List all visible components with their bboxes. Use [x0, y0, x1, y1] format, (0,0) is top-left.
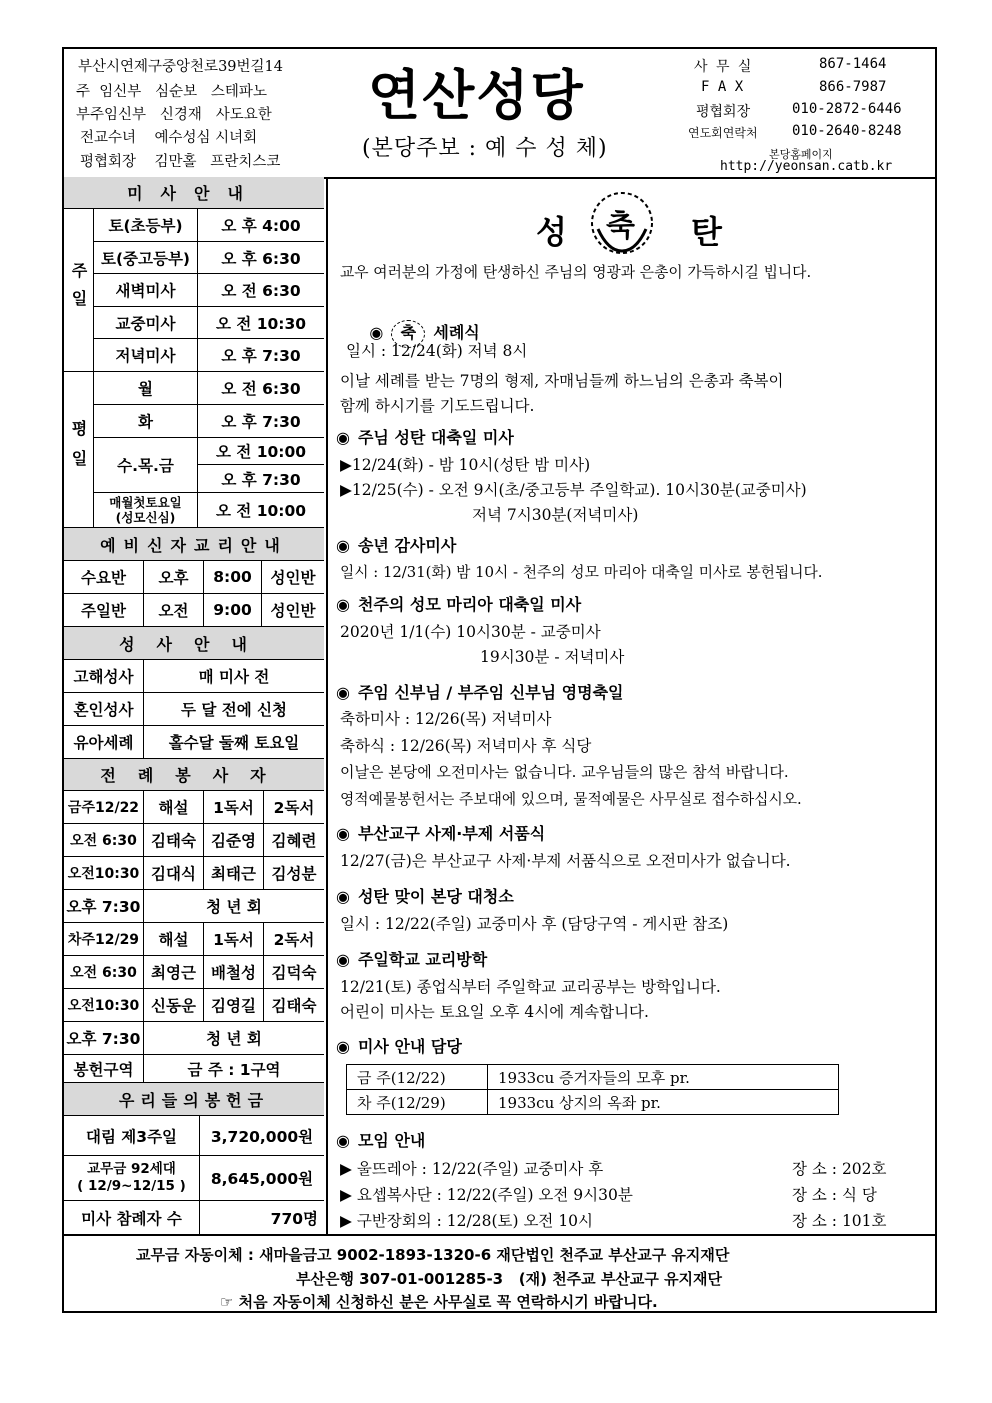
- mass-name: 저녁미사: [94, 339, 198, 371]
- liturgy-commentator: 김대식: [144, 857, 204, 889]
- liturgy-reader1: 1독서: [204, 923, 264, 955]
- cleaning-heading: ◉ 성탄 맞이 본당 대청소: [336, 887, 514, 906]
- sacrament-value: 홀수달 둘째 토요일: [168, 734, 300, 752]
- class-ampm: 오전: [144, 594, 204, 626]
- sacrament-value: 매 미사 전: [198, 668, 270, 686]
- liturgy-time: 오전 6:30: [64, 956, 144, 988]
- sunday-label: 주일: [64, 209, 94, 372]
- liturgy-heading: 전례봉사자: [64, 759, 324, 791]
- liturgy-reader1: 1독서: [204, 791, 264, 823]
- duty-week: 금 주(12/22): [347, 1065, 488, 1090]
- mass-duty-table: [346, 1064, 839, 1115]
- mary-feast-heading: ◉ 천주의 성모 마리아 대축일 미사: [336, 595, 582, 614]
- liturgy-row: [64, 956, 324, 989]
- sidebar: [64, 177, 328, 1234]
- catechumen-row: [64, 561, 324, 594]
- liturgy-time: 오후 7:30: [64, 1022, 144, 1054]
- baptism-heading: ◉ 축 세례식: [336, 301, 480, 367]
- meeting-place: 장 소 : 식 당: [792, 1186, 877, 1204]
- assistant-pastor: 부주임신부 신경재 사도요한: [76, 107, 272, 123]
- footer: [64, 1234, 935, 1313]
- bulletin-subtitle: (본당주보 : 예 수 성 체): [362, 136, 608, 161]
- meeting-line: ▶ 울뜨레아 : 12/22(주일) 교중미사 후: [340, 1160, 604, 1178]
- sacrament-name: 혼인성사: [64, 693, 144, 725]
- meeting-place: 장 소 : 202호: [792, 1160, 887, 1178]
- liturgy-row: [64, 1022, 324, 1055]
- liturgy-time: 오전10:30: [64, 989, 144, 1021]
- mass-row: [94, 438, 324, 493]
- baptism-text: 함께 하시기를 기도드립니다.: [340, 397, 535, 415]
- mass-name: 화: [94, 405, 198, 437]
- yearend-heading: ◉ 송년 감사미사: [336, 536, 457, 555]
- offering-row: [64, 1201, 324, 1234]
- christmas-mass-line: 저녁 7시30분(저녁미사): [472, 506, 639, 524]
- liturgy-group: 청 년 회: [206, 898, 262, 916]
- mass-time: 오 전 6:30: [221, 380, 301, 398]
- duty-row: [347, 1065, 839, 1090]
- council-president: 평협회장 김만홀 프란치스코: [80, 154, 281, 170]
- liturgy-reader1: 배철성: [204, 956, 264, 988]
- homepage-label: 본당홈페이지: [769, 148, 833, 161]
- office-label: 사 무 실: [694, 59, 752, 75]
- weekday-label: 평일: [64, 372, 94, 528]
- offering-area-value: 금 주 : 1구역: [187, 1060, 281, 1079]
- class-ampm: 오후: [144, 561, 204, 593]
- attendance-label: 미사 참례자 수: [64, 1201, 200, 1234]
- liturgy-time: 오후 7:30: [64, 890, 144, 922]
- cleaning-line: 일시 : 12/22(주일) 교중미사 후 (담당구역 - 게시판 참조): [340, 915, 729, 933]
- advent-offering-value: 3,720,000원: [210, 1127, 314, 1146]
- class-time: 8:00: [204, 561, 262, 593]
- attendance-value: 770명: [270, 1209, 318, 1228]
- offering-area-label: 봉헌구역: [64, 1055, 144, 1082]
- mass-name: 매월첫토요일 (성모신심): [94, 493, 198, 527]
- liturgy-time: 금주12/22: [64, 791, 144, 823]
- ordination-heading: ◉ 부산교구 사제·부제 서품식: [336, 824, 546, 843]
- bulletin-sheet: [62, 47, 937, 1313]
- catechumen-heading: 예비신자교리안내: [64, 528, 324, 561]
- sacrament-value: 두 달 전에 신청: [180, 701, 288, 719]
- mass-time: 오 후 7:30: [221, 347, 301, 365]
- mass-time: 오 후 6:30: [221, 249, 301, 268]
- sacrament-row: [64, 693, 324, 726]
- liturgy-group: 청 년 회: [206, 1030, 262, 1048]
- nameday-line: 축하식 : 12/26(목) 저녁미사 후 식당: [340, 737, 592, 755]
- class-time: 9:00: [204, 594, 262, 626]
- liturgy-reader1: 최태근: [204, 857, 264, 889]
- school-line: 어린이 미사는 토요일 오후 4시에 계속합니다.: [340, 1003, 649, 1021]
- sacrament-row: [64, 660, 324, 693]
- dues-label: 교무금 92세대 ( 12/9~12/15 ): [64, 1156, 200, 1200]
- meeting-line: ▶ 구반장회의 : 12/28(토) 오전 10시: [340, 1212, 594, 1230]
- liturgy-reader2: 김혜련: [271, 832, 317, 850]
- mass-row: [94, 493, 324, 528]
- liturgy-reader1: 김영길: [204, 989, 264, 1021]
- contact-label: 연도회연락처: [688, 126, 758, 140]
- mass-row: [94, 274, 324, 307]
- pastor: 주 임신부 심순보 스테파노: [76, 84, 267, 100]
- mass-row: [94, 242, 324, 274]
- liturgy-commentator: 해설: [144, 791, 204, 823]
- mass-row: [94, 339, 324, 372]
- liturgy-reader2: 2독서: [273, 931, 315, 949]
- header: [64, 49, 935, 179]
- mass-duty-heading: ◉ 미사 안내 담당: [336, 1037, 462, 1056]
- fax-label: F A X: [701, 79, 744, 95]
- mass-name: 새벽미사: [94, 274, 198, 306]
- mass-time: 오 전 10:30: [215, 314, 307, 333]
- liturgy-reader1: 김준영: [204, 824, 264, 856]
- nameday-line: 이날은 본당에 오전미사는 없습니다. 교우님들의 많은 참석 바랍니다.: [340, 763, 789, 781]
- liturgy-reader2: 2독서: [273, 799, 315, 817]
- baptism-text: 이날 세례를 받는 7명의 형제, 자매님들께 하느님의 은총과 축복이: [340, 372, 784, 390]
- mass-name: 교중미사: [94, 307, 198, 338]
- yearend-line: 일시 : 12/31(화) 밤 10시 - 천주의 성모 마리아 대축일 미사로 봉헌됩니다.: [340, 564, 823, 581]
- mass-row: [94, 209, 324, 242]
- ordination-line: 12/27(금)은 부산교구 사제·부제 서품식으로 오전미사가 없습니다.: [340, 852, 791, 870]
- address: 부산시연제구중앙천로39번길14: [78, 59, 283, 75]
- homepage-url[interactable]: http://yeonsan.catb.kr: [720, 159, 893, 174]
- liturgy-row: [64, 824, 324, 857]
- duty-team: 1933cu 증거자들의 모후 pr.: [488, 1065, 839, 1090]
- mass-time: 오 전 10:00: [215, 502, 307, 520]
- sister: 전교수녀 예수성심 시녀회: [80, 130, 258, 146]
- greeting: 교우 여러분의 가정에 탄생하신 주님의 영광과 은총이 가득하시길 빕니다.: [340, 264, 812, 281]
- class-name: 주일반: [64, 594, 144, 626]
- office-value: 867-1464: [819, 56, 887, 72]
- liturgy-commentator: 신동운: [144, 989, 204, 1021]
- mass-time: 오 후 4:00: [221, 217, 301, 235]
- contact-notice-line: ☞ 처음 자동이체 신청하신 분은 사무실로 꼭 연락하시기 바랍니다.: [220, 1293, 658, 1311]
- liturgy-time: 오전 6:30: [64, 824, 144, 856]
- sacraments-heading: 성사안내: [64, 627, 324, 660]
- christmas-mass-heading: ◉ 주님 성탄 대축일 미사: [336, 428, 514, 447]
- mass-name: 토(중고등부): [94, 242, 198, 273]
- liturgy-commentator: 김태숙: [144, 824, 204, 856]
- liturgy-commentator: 해설: [144, 923, 204, 955]
- duty-week: 차 주(12/29): [347, 1090, 488, 1115]
- mass-row: [94, 307, 324, 339]
- mass-time: 오 후 7:30: [221, 471, 301, 489]
- mass-name: 수.목.금: [94, 438, 198, 492]
- mary-feast-line: 2020년 1/1(수) 10시30분 - 교중미사: [340, 623, 601, 641]
- mass-time: 오 전 6:30: [221, 282, 301, 300]
- duty-row: [347, 1090, 839, 1115]
- mass-guide-heading: 미사안내: [64, 177, 324, 209]
- mass-row: [94, 405, 324, 438]
- liturgy-row: [64, 989, 324, 1022]
- nameday-line: 영적예물봉헌서는 주보대에 있으며, 물적예물은 사무실로 접수하십시오.: [340, 791, 802, 808]
- duty-team: 1933cu 상지의 옥좌 pr.: [488, 1090, 839, 1115]
- contact-value: 010-2640-8248: [792, 123, 902, 139]
- mass-time: 오 후 7:30: [221, 413, 301, 431]
- offering-row: [64, 1156, 324, 1201]
- meeting-line: ▶ 요셉복사단 : 12/22(주일) 오전 9시30분: [340, 1186, 633, 1204]
- sacrament-row: [64, 726, 324, 759]
- liturgy-reader2: 김덕숙: [271, 964, 317, 982]
- advent-offering-label: 대림 제3주일: [64, 1116, 200, 1155]
- laurel-badge-small-icon: 축: [391, 320, 425, 348]
- liturgy-reader2: 김성분: [271, 865, 317, 883]
- council-phone-value: 010-2872-6446: [792, 101, 902, 117]
- mass-time: 오 전 10:00: [198, 438, 324, 465]
- auto-transfer-line: 교무금 자동이체 : 새마을금고 9002-1893-1320-6 재단법인 천주교 부산교구 유지재단: [136, 1246, 730, 1264]
- fax-value: 866-7987: [819, 79, 887, 95]
- bank-account-line: 부산은행 307-01-001285-3 (재) 천주교 부산교구 유지재단: [296, 1270, 723, 1288]
- liturgy-time: 오전10:30: [64, 857, 144, 889]
- meeting-place: 장 소 : 101호: [792, 1212, 887, 1230]
- baptism-date: 일시 : 12/24(화) 저녁 8시: [346, 342, 528, 360]
- liturgy-time: 차주12/29: [64, 923, 144, 955]
- nameday-heading: ◉ 주임 신부님 / 부주임 신부님 영명축일: [336, 683, 624, 702]
- mass-row: [94, 372, 324, 405]
- council-phone-label: 평협회장: [696, 104, 751, 120]
- school-line: 12/21(토) 종업식부터 주일학교 교리공부는 방학입니다.: [340, 978, 721, 996]
- sacrament-name: 유아세례: [64, 726, 144, 758]
- liturgy-commentator: 최영근: [144, 956, 204, 988]
- christmas-mass-line: ▶12/24(화) - 밤 10시(성탄 밤 미사): [340, 456, 591, 474]
- mary-feast-line: 19시30분 - 저녁미사: [480, 648, 625, 666]
- class-name: 수요반: [64, 561, 144, 593]
- christmas-mass-line: ▶12/25(수) - 오전 9시(초/중고등부 주일학교). 10시30분(교중미사): [340, 481, 807, 499]
- mass-name: 토(초등부): [94, 209, 198, 241]
- liturgy-row: [64, 890, 324, 923]
- offering-area-row: [64, 1055, 324, 1083]
- school-heading: ◉ 주일학교 교리방학: [336, 950, 488, 969]
- meetings-heading: ◉ 모임 안내: [336, 1131, 426, 1150]
- dues-value: 8,645,000원: [210, 1170, 314, 1188]
- offerings-heading: 우리들의봉헌금: [64, 1083, 324, 1116]
- mass-name: 월: [94, 372, 198, 404]
- nameday-line: 축하미사 : 12/26(목) 저녁미사: [340, 710, 552, 728]
- catechumen-row: [64, 594, 324, 627]
- liturgy-row: [64, 923, 324, 956]
- parish-title: 연산성당: [368, 64, 585, 127]
- main-content: 성 축 탄 교우 여러분의 가정에 탄생하신 주님의 영광과 은총이 가득하시길 빕니다. ◉ 축 세례식 일시 : 12/24(화) 저녁 8시 이날 세례를 받는 7명의 형제, 자매님들께 하느님의 은총과 축복이 함께 하시기를 기도드립니다. ◉ 주님 성탄 대축일 미사 ▶12/24(화) - 밤 10시(성탄 밤 미사) ▶12/25(수) - 오전 9시(초/중고등부 주일학교). 10시30분(교중미사) 저녁 7시30분(저녁미사) ◉ 송년 감사미사 일시 : 12/31(화) 밤 10시 - 천주의 성모 마리아 대축일 미사로 봉헌됩니다. ◉ 천주의 성모 마리아 대축일 미사 2020년 1/1(수) 10시30분 - 교중미사 19시30분 - 저녁미사 ◉ 주임 신부님 / 부주임 신부님 영명축일 축하미사 : 12/26(목) 저녁미사 축하식 : 12/26(목) 저녁미사 후 식당 이날은 본당에 오전미사는 없습니다. 교우님들의 많은 참석 바랍니다. 영적예물봉헌서는 주보대에 있으며, 물적예물은 사무실로 접수하십시오. ◉ 부산교구 사제·부제 서품식 12/27(금)은 부산교구 사제·부제 서품식으로 오전미사가 없습니다. ◉ 성탄 맞이 본당 대청소 일시 : 12/22(주일) 교중미사 후 (담당구역 - 게시판 참조) ◉ 주일학교 교리방학 12/21(토) 종업식부터 주일학교 교리공부는 방학입니다. 어린이 미사는 토요일 오후 4시에 계속합니다. ◉ 미사 안내 담당 금 주(12/22) 1933cu 증거자들의 모후 pr. 차 주(12/29) 1933cu 상지의 옥좌 pr. ◉ 모임 안내 ▶ 울뜨레아 : 12/22(주일) 교중미사 후 장 소 : 202호 ▶ 요셉복사단 : 12/22(주일) 오전 9시30분 장 소 : 식 당 ▶ 구반장회의 : 12/28(토) 오전 10시 장 소 : 101호: [326, 177, 935, 1234]
- liturgy-row: [64, 857, 324, 890]
- sacrament-name: 고해성사: [64, 660, 144, 692]
- liturgy-reader2: 김태숙: [271, 997, 317, 1015]
- offering-row: [64, 1116, 324, 1156]
- liturgy-row: [64, 791, 324, 824]
- class-target: 성인반: [270, 602, 316, 620]
- class-target: 성인반: [270, 569, 316, 587]
